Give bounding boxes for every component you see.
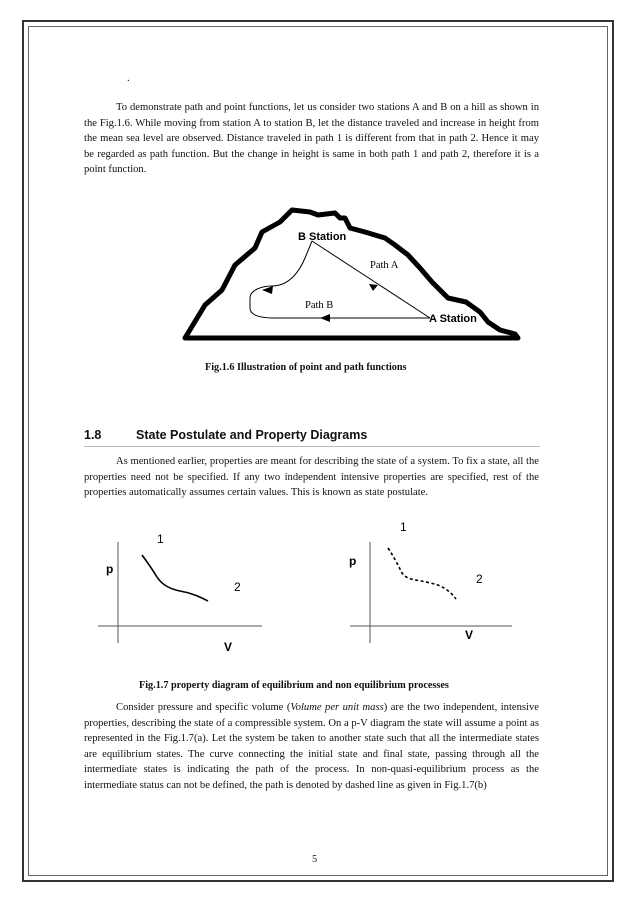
left-point-2: 2 — [234, 580, 241, 594]
pv-diagram-right — [349, 520, 512, 643]
right-axis-p: p — [349, 554, 357, 568]
closing-paragraph — [84, 700, 539, 794]
page-number: 5 — [312, 854, 318, 865]
fig-1-6-caption: Fig.1.6 Illustration of point and path functions — [205, 362, 407, 373]
section-title: State Postulate and Property Diagrams — [136, 428, 368, 442]
label-b-station: B Station — [298, 231, 347, 243]
label-a-station: A Station — [429, 313, 477, 325]
left-axis-p: p — [106, 562, 114, 576]
closing-text-start: Consider pressure and specific volume ( — [116, 702, 291, 713]
closing-text-end: ) are the two independent, intensive properties, describing the state of a compressible system. On a p-V diagram the state will assume a point as represented in the Fig.1.7(a). Let the system be taken to another state such that all the intermediate states are equilibrium states. The curve connecting the initial state and final state, passing through all the intermediate states is indicating the path of the process. In non-quasi-equilibrium process as the intermediate status can not be defined, the path is denoted by dashed line as given in Fig.1.7(b) — [84, 702, 539, 791]
path-b-arrow-bottom — [320, 314, 330, 322]
path-a-arrow — [369, 284, 378, 291]
label-path-a: Path A — [370, 260, 399, 271]
hill-diagram — [0, 0, 638, 360]
label-path-b: Path B — [305, 300, 334, 311]
pv-diagram-left — [98, 532, 262, 654]
right-point-1: 1 — [400, 520, 407, 534]
left-solid-curve — [142, 555, 208, 601]
right-point-2: 2 — [476, 572, 483, 586]
fig-1-7-caption: Fig.1.7 property diagram of equilibrium and non equilibrium processes — [139, 680, 449, 691]
pv-diagrams — [0, 515, 638, 665]
state-postulate-paragraph: As mentioned earlier, properties are meant for describing the state of a system. To fix a state, all the properties need not be specified. If any two independent intensive properties are specified, rest of the properties automatically assumes certain values. This is known as state postulate. — [84, 456, 539, 499]
intro-paragraph: To demonstrate path and point functions, let us consider two stations A and B on a hill as shown in the Fig.1.6. While moving from station A to station B, let the distance traveled and increase in height from the mean sea level are observed. Distance traveled in path 1 is different from that in path 2. Hence it may be regarded as path function. But the change in height is same in both path 1 and path 2, therefore it is a point function. — [84, 102, 539, 176]
left-point-1: 1 — [157, 532, 164, 546]
section-heading — [84, 428, 540, 447]
stray-dot: . — [127, 72, 130, 84]
right-axis-v: V — [465, 628, 474, 642]
left-axis-v: V — [224, 640, 233, 654]
right-dashed-curve — [388, 548, 456, 599]
section-number: 1.8 — [84, 428, 102, 442]
closing-text-italic: Volume per unit mass — [290, 702, 384, 713]
